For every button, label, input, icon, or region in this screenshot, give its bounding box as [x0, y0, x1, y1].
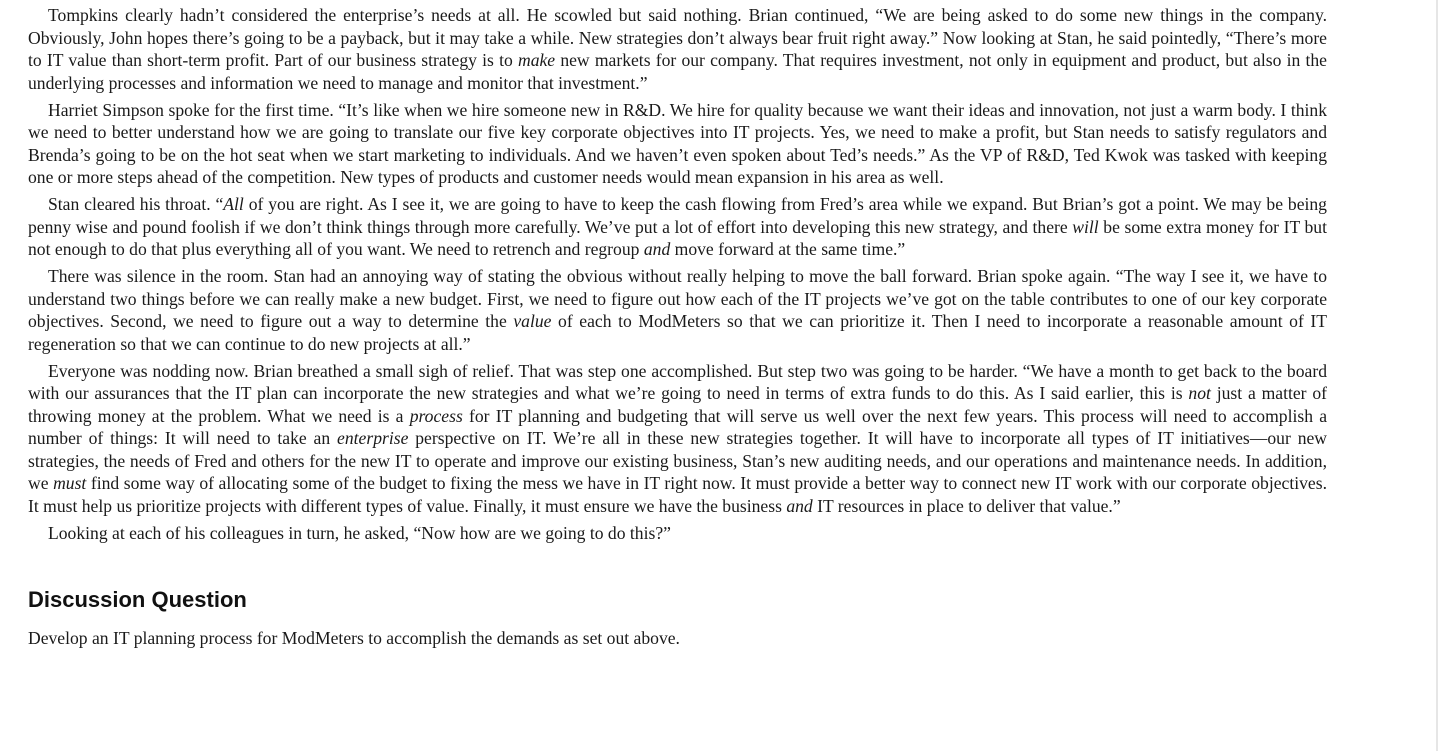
emphasized-text: process [409, 405, 463, 426]
emphasized-text: and [643, 239, 671, 259]
emphasized-text: All [223, 194, 244, 214]
text-run: new markets for our company. That requires investment, not only in equipment and product, but also in the underlying processes and information we need to manage and monitor that investment.” [28, 50, 1327, 93]
document-page [28, 4, 1327, 650]
text-run: Everyone was nodding now. Brian breathed a small sigh of relief. That was step one accomplished. But step two was going to be harder. “We have a month to get back to the board with our assurances that the IT plan can incorporate the new strategies and what we’re going to need in terms of extra funds to do this. As I said earlier, this is [28, 360, 1327, 403]
emphasized-text: and [786, 495, 813, 516]
text-run: IT resources in place to deliver that value.” [812, 495, 1121, 516]
discussion-question: Develop an IT planning process for ModMeters to accomplish the demands as set out above. [28, 628, 680, 648]
text-run: There was silence in the room. Stan had an annoying way of stating the obvious without really helping to move the ball forward. Brian spoke again. “The way I see it, we have to understand two things before we can really make a new budget. First, we need to figure out how each of the IT projects we’ve got on the table contributes to one of our key corporate objectives. Second, we need to figure out a way to determine the [28, 266, 1327, 331]
emphasized-text: will [1072, 216, 1099, 237]
emphasized-text: enterprise [337, 428, 409, 448]
emphasized-text: not [1188, 383, 1211, 403]
text-run: of each to ModMeters so that we can prioritize it. Then I need to incorporate a reasonable amount of IT regeneration so that we can continue to do new projects at all.” [28, 311, 1327, 354]
text-run: of you are right. As I see it, we are going to have to keep the cash flowing from Fred’s area while we expand. But Brian’s got a point. We may be being penny wise and pound foolish if we don’t think things through more carefully. We’ve put a lot of effort into developing this new strategy, and there [28, 194, 1327, 237]
story-paragraph [28, 360, 1327, 518]
story-paragraph [28, 522, 1327, 545]
text-run: Stan cleared his throat. “ [48, 194, 224, 214]
text-run: Tompkins clearly hadn’t considered the enterprise’s needs at all. He scowled but said nothing. Brian continued, “We are being asked to do some new things in the company. Obviously, John hopes there’s going to be a payback, but it may take a while. New strategies don’t always bear fruit right away.” Now looking at Stan, he said pointedly, “There’s more to IT value than short-term profit. Part of our business strategy is to [28, 5, 1327, 70]
emphasized-text: make [518, 50, 556, 70]
emphasized-text: value [513, 311, 552, 331]
story-text [28, 4, 1327, 544]
text-run: find some way of allocating some of the budget to fixing the mess we have in IT right now. It must provide a better way to connect new IT work with our corporate objectives. It must help us prioritize projects with different types of value. Finally, it must ensure we have the business [28, 473, 1327, 516]
story-paragraph [28, 265, 1327, 355]
text-run: Harriet Simpson spoke for the first time. “It’s like when we hire someone new in R&D. We hire for quality because we want their ideas and innovation, not just a warm body. I think we need to better understand how we are going to translate our five key corporate objectives into IT projects. Yes, we need to make a profit, but Stan needs to satisfy regulators and Brenda’s going to be on the hot seat when we start marketing to individuals. And we haven’t even spoken about Ted’s needs.” As the VP of R&D, Ted Kwok was tasked with keeping one or more steps ahead of the competition. New types of products and customer needs would mean expansion in his area as well. [28, 99, 1327, 187]
text-run: for IT planning and budgeting that will serve us well over the next few years. This process will need to accomplish a number of things: It will need to take an [28, 405, 1328, 448]
story-paragraph [28, 99, 1327, 189]
emphasized-text: must [53, 473, 87, 493]
text-run: just a matter of throwing money at the problem. What we need is a [28, 383, 1327, 426]
text-run: perspective on IT. We’re all in these new strategies together. It will have to incorporate all types of IT initiatives—our new strategies, the needs of Fred and others for the new IT to operate and improve our existing business, Stan’s new auditing needs, and our operations and maintenance needs. In addition, we [28, 428, 1328, 493]
text-run: be some extra money for IT but not enough to do that plus everything all of you want. We need to retrench and regroup [28, 216, 1327, 259]
story-paragraph [28, 193, 1327, 261]
discussion-heading: Discussion Question [28, 587, 247, 612]
text-run: Looking at each of his colleagues in turn, he asked, “Now how are we going to do this?” [48, 522, 671, 543]
story-paragraph [28, 4, 1327, 94]
text-run: move forward at the same time.” [670, 239, 906, 259]
